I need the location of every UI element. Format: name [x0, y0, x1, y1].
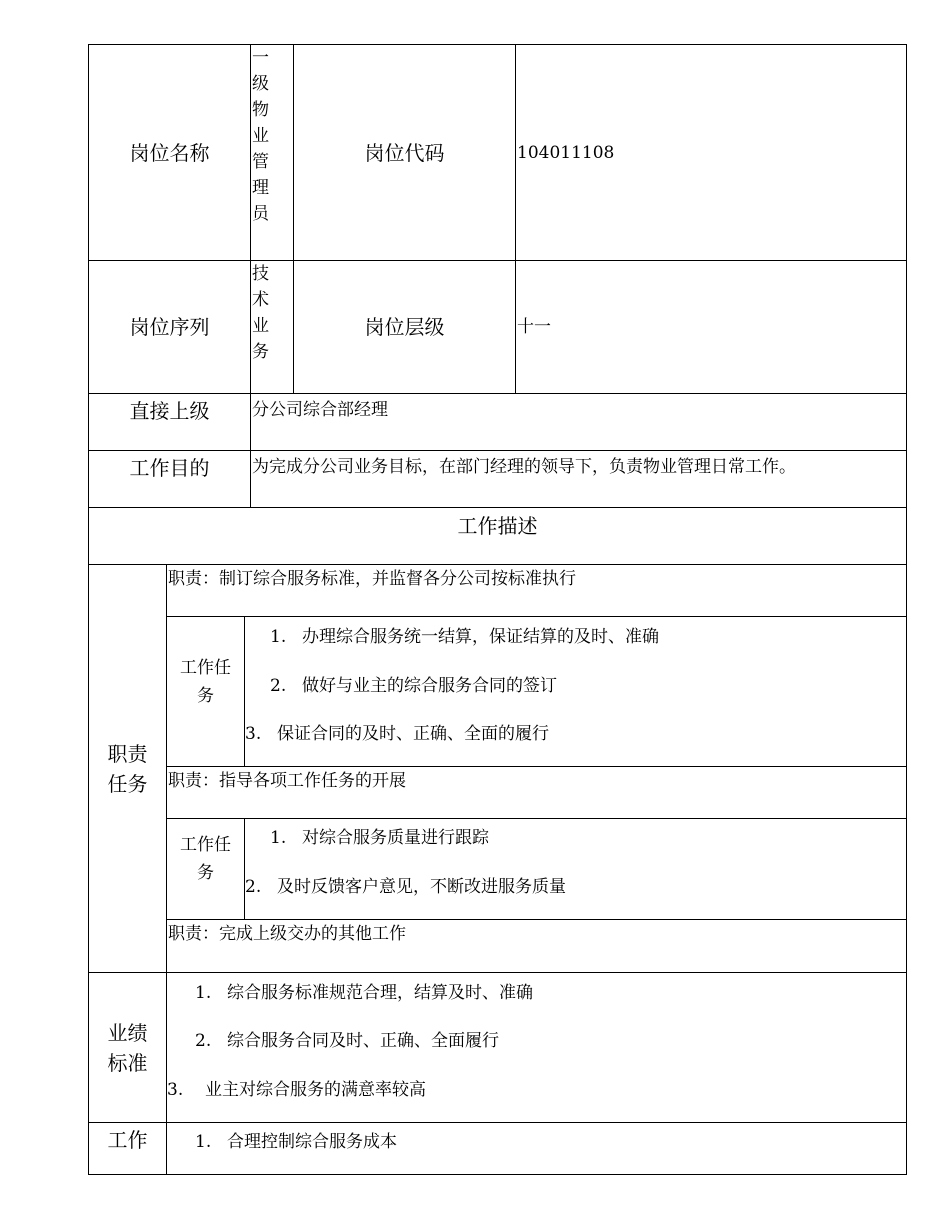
- position-level-label: 岗位层级: [293, 260, 516, 394]
- position-code-value: 104011108: [517, 142, 615, 163]
- position-level-value: 十一: [517, 317, 551, 337]
- position-series-label: 岗位序列: [88, 260, 251, 394]
- duty-text: 职责：制订综合服务标准，并监督各分公司按标准执行: [168, 569, 576, 589]
- list-item: 2. 做好与业主的综合服务合同的签订: [270, 676, 557, 696]
- position-code-label: 岗位代码: [293, 44, 516, 261]
- work-list: [166, 1122, 907, 1175]
- duty-text: 职责：指导各项工作任务的开展: [168, 771, 406, 791]
- duty-row: [166, 564, 907, 617]
- position-series-value-cell: [250, 260, 294, 394]
- position-level-value-cell: [515, 260, 907, 394]
- list-item: 2. 综合服务合同及时、正确、全面履行: [195, 1031, 499, 1051]
- task-label: 工作任务: [166, 616, 245, 767]
- purpose-value-cell: [250, 450, 907, 508]
- list-item: 3. 业主对综合服务的满意率较高: [167, 1080, 426, 1100]
- supervisor-label: 直接上级: [88, 393, 251, 451]
- position-code-value-cell: [515, 44, 907, 261]
- position-name-value-cell: [250, 44, 294, 261]
- list-item: 1. 办理综合服务统一结算，保证结算的及时、准确: [270, 627, 659, 647]
- list-item: 1. 合理控制综合服务成本: [195, 1132, 397, 1152]
- purpose-label: 工作目的: [88, 450, 251, 508]
- position-name-label: 岗位名称: [88, 44, 251, 261]
- description-title: 工作描述: [88, 507, 907, 565]
- position-name-value: 一级物业管理员: [252, 48, 269, 224]
- task-label: 工作任务: [166, 818, 245, 920]
- duty-row: [166, 919, 907, 973]
- duty-text: 职责：完成上级交办的其他工作: [168, 924, 406, 944]
- performance-list: [166, 972, 907, 1123]
- task-list: [244, 818, 907, 920]
- performance-label: 业绩标准: [88, 972, 167, 1123]
- list-item: 1. 对综合服务质量进行跟踪: [270, 828, 489, 848]
- supervisor-value: 分公司综合部经理: [252, 400, 388, 420]
- list-item: 3. 保证合同的及时、正确、全面的履行: [245, 724, 549, 744]
- duty-row: [166, 766, 907, 819]
- task-list: [244, 616, 907, 767]
- purpose-value: 为完成分公司业务目标，在部门经理的领导下，负责物业管理日常工作。: [252, 457, 796, 477]
- work-label: 工作: [88, 1122, 167, 1175]
- position-series-value: 技术业务: [252, 264, 269, 362]
- list-item: 1. 综合服务标准规范合理，结算及时、准确: [195, 983, 533, 1003]
- supervisor-value-cell: [250, 393, 907, 451]
- list-item: 2. 及时反馈客户意见，不断改进服务质量: [245, 877, 566, 897]
- duties-label: 职责任务: [88, 564, 167, 973]
